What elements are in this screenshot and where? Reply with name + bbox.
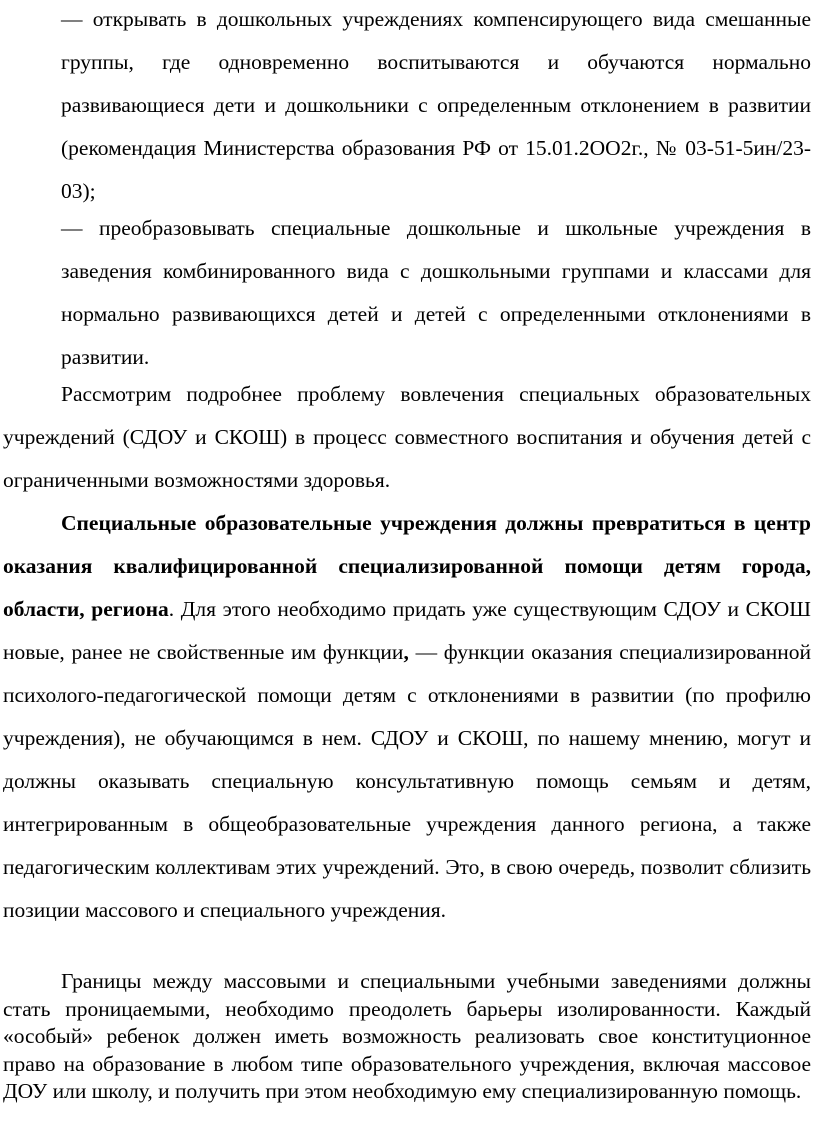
paragraph-dash: — [415,640,438,664]
list-dash: — [61,216,83,240]
paragraph-special-institutions [3,502,811,932]
paragraph-consider: Рассмотрим подробнее проблему вовлечения специальных образовательных учреждений (СДОУ и СКОШ) в процесс совместного воспитания и обучения детей с ограниченными возможностями здоровья. [3,382,811,492]
paragraph-text-continued: функции оказания специализированной психолого-педагогической помощи детям с отклонениями в развитии (по профилю учреждения), не обучающимся в нем. СДОУ и СКОШ, по нашему мнению, могут и должны оказывать специальную консультативную помощь семьям и детям, интегрированным в общеобразовательные учреждения данного региона, а также педагогическим коллективам этих учреждений. Это, в свою очередь, позволит сблизить позиции массового и специального учреждения. [3,640,811,922]
list-dash: — [61,7,83,31]
list-item-mixed-groups [3,0,811,213]
bold-thesis: Специальные образовательные учреждения должны превратиться в центр оказания квалифицированной специализированной помощи детям города, области, региона [3,511,811,621]
paragraph-borders: Границы между массовыми и специальными учебными заведениями должны стать проницаемыми, необходимо преодолеть барьеры изолированности. Каждый «особый» ребенок должен иметь возможность реализовать свое конституционное право на образование в любом типе образовательного учреждения, включая массовое ДОУ или школу, и получить при этом необходимую ему специализированную помощь. [3,969,811,1103]
list-item-combined-institutions [3,207,811,379]
bold-comma: , [403,640,409,664]
list-item-text: открывать в дошкольных учреждениях компенсирующего вида смешанные группы, где одновременно воспитываются и обучаются нормально развивающиеся дети и дошкольники с определенным отклонением в развитии (рекомендация Министерства образования РФ от 15.01.2ОО2г., № 03-51-5ин/23-03); [61,7,812,203]
list-item-text: преобразовывать специальные дошкольные и школьные учреждения в заведения комбинированного вида с дошкольными группами и классами для нормально развивающихся детей и детей с определенными отклонениями в развитии. [61,216,811,369]
paragraph-text: . Для этого необходимо придать уже существующим СДОУ и СКОШ новые, ранее не свойственные им функции [3,597,811,664]
